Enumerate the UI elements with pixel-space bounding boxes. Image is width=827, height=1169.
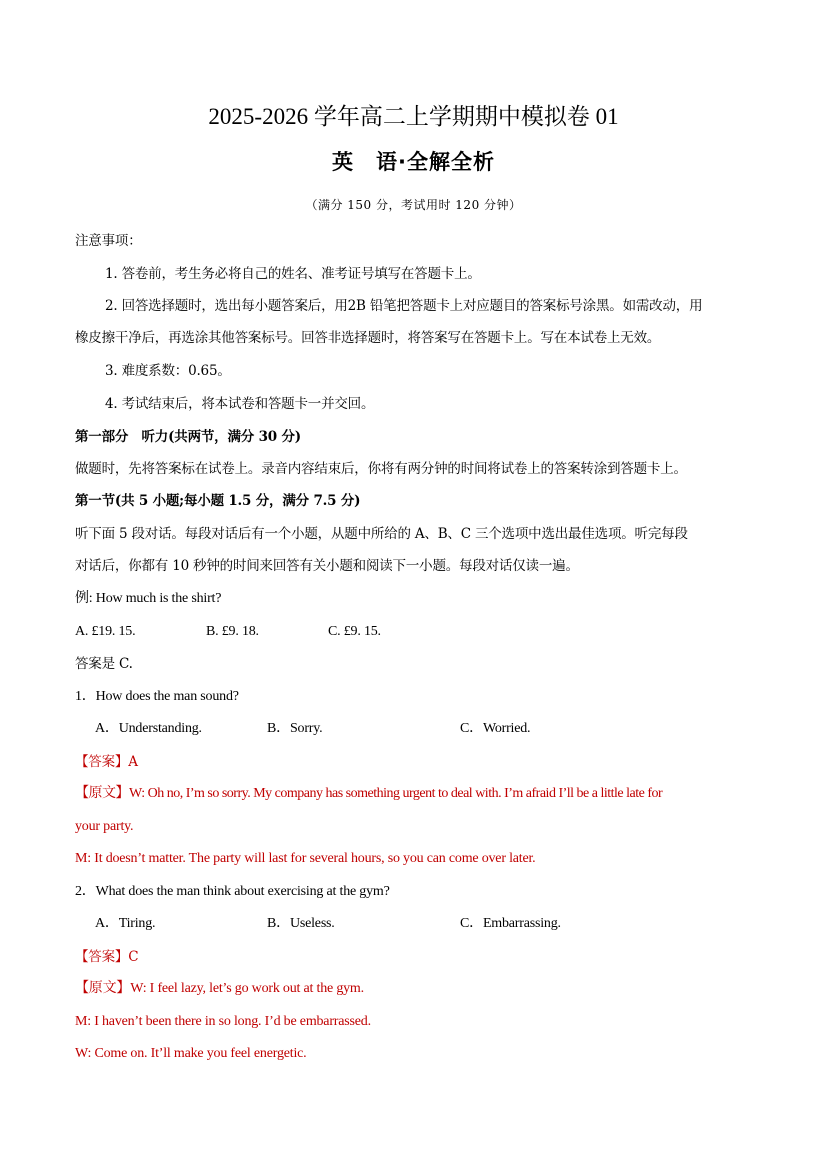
part1-heading: 第一部分 听力(共两节，满分 30 分): [75, 429, 301, 445]
example-option-b: B. £9. 18.: [206, 624, 259, 639]
notice-heading: 注意事项：: [75, 233, 142, 249]
notice-item-3: 3. 难度系数：0.65。: [105, 363, 231, 379]
question-1-option-c: C．Worried.: [460, 721, 531, 736]
question-2-transcript-line-1: 【原文】W: I feel lazy, let’s go work out at the gym.: [75, 981, 364, 996]
question-2-options: [95, 915, 561, 933]
question-1-option-b: B．Sorry.: [267, 721, 323, 736]
example-options: [75, 623, 381, 641]
question-2-transcript-line-3: W: Come on. It’ll make you feel energetic.: [75, 1046, 307, 1061]
notice-item-1: 1. 答卷前，考生务必将自己的姓名、准考证号填写在答题卡上。: [105, 266, 481, 282]
section1-heading: 第一节(共 5 小题;每小题 1.5 分，满分 7.5 分): [75, 493, 361, 509]
section1-instruction-line-1: 听下面 5 段对话。每段对话后有一个小题，从题中所给的 A、B、C 三个选项中选出最佳选项。听完每段: [75, 526, 688, 542]
question-2-option-b: B．Useless.: [267, 916, 335, 931]
example-answer: 答案是 C.: [75, 656, 133, 672]
question-1-transcript-line-3: M: It doesn’t matter. The party will last for several hours, so you can come over later.: [75, 851, 536, 866]
question-1-option-a: A．Understanding.: [95, 721, 202, 736]
exam-title: 2025-2026 学年高二上学期期中模拟卷 01: [208, 104, 619, 129]
question-2-option-c: C．Embarrassing.: [460, 916, 561, 931]
question-2-answer: 【答案】C: [75, 949, 139, 965]
example-question: 例: How much is the shirt?: [75, 591, 222, 606]
example-option-a: A. £19. 15.: [75, 624, 136, 639]
question-1-answer: 【答案】A: [75, 754, 138, 770]
question-2-transcript-line-2: M: I haven’t been there in so long. I’d be embarrassed.: [75, 1014, 371, 1029]
question-1-options: [95, 720, 530, 738]
notice-item-2-line-1: 2. 回答选择题时，选出每小题答案后，用2B 铅笔把答题卡上对应题目的答案标号涂黑。如需改动，用: [105, 298, 703, 314]
score-note: （满分 150 分，考试用时 120 分钟）: [305, 198, 522, 212]
question-2-option-a: A．Tiring.: [95, 916, 156, 931]
notice-item-2-line-2: 橡皮擦干净后，再选涂其他答案标号。回答非选择题时，将答案写在答题卡上。写在本试卷上无效。: [75, 330, 661, 346]
question-1-transcript-line-1: 【原文】W: Oh no, I’m so sorry. My company has something urgent to deal with. I’m afraid I’ll be a little late for: [75, 786, 663, 801]
part1-instruction: 做题时，先将答案标在试卷上。录音内容结束后，你将有两分钟的时间将试卷上的答案转涂到答题卡上。: [75, 461, 687, 477]
question-1-transcript-line-2: your party.: [75, 819, 134, 834]
question-1-stem: 1．How does the man sound?: [75, 689, 239, 704]
exam-subtitle: 英 语·全解全析: [332, 150, 495, 174]
question-2-stem: 2．What does the man think about exercising at the gym?: [75, 884, 390, 899]
notice-item-4: 4. 考试结束后，将本试卷和答题卡一并交回。: [105, 396, 375, 412]
example-option-c: C. £9. 15.: [328, 624, 381, 639]
section1-instruction-line-2: 对话后，你都有 10 秒钟的时间来回答有关小题和阅读下一小题。每段对话仅读一遍。: [75, 558, 579, 574]
